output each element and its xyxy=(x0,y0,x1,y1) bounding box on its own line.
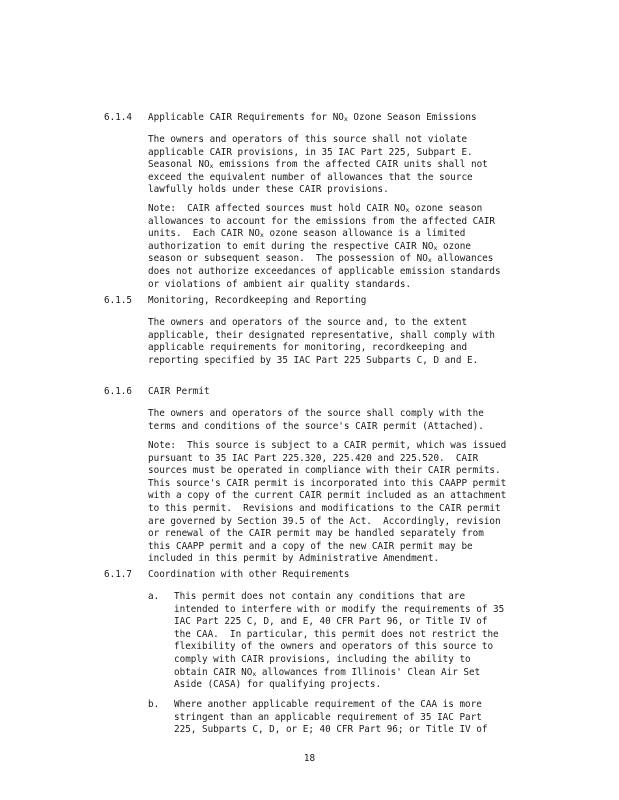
section-title: CAIR Permit xyxy=(148,386,210,397)
text-line: This source's CAIR permit is incorporated into this CAAPP permit xyxy=(148,477,507,489)
section-number: 6.1.4 xyxy=(104,112,132,123)
text-line: this CAAPP permit and a copy of the new CAIR permit may be xyxy=(148,540,473,552)
page-number: 18 xyxy=(303,753,316,764)
text-line: authorization to emit during the respective CAIR $NO_x$ ozone xyxy=(148,240,471,252)
list-item-label: a. xyxy=(148,591,160,602)
text-line: IAC Part 225 C, D, and E, 40 CFR Part 96, or Title IV of xyxy=(174,616,488,628)
list-item xyxy=(174,591,534,692)
text-line: 225, Subparts C, D, or E; 40 CFR Part 96; or Title IV of xyxy=(174,724,488,736)
text-line: applicable requirements for monitoring, recordkeeping and xyxy=(148,342,468,354)
text-line: to this permit. Revisions and modifications to the CAIR permit xyxy=(148,502,501,514)
section-title: Monitoring, Recordkeeping and Reporting xyxy=(148,295,367,306)
section-number: 6.1.5 xyxy=(104,295,132,306)
section-title: Applicable CAIR Requirements for $NO_x$ Ozone Season Emissions xyxy=(148,112,477,123)
text-line: The owners and operators of the source and, to the extent xyxy=(148,317,468,328)
text-line: comply with CAIR provisions, including the ability to xyxy=(174,653,471,665)
text-line: stringent than an applicable requirement of 35 IAC Part xyxy=(174,711,482,723)
text-line: units. Each CAIR $NO_x$ ozone season allowance is a limited xyxy=(148,228,466,240)
text-line: The owners and operators of this source shall not violate xyxy=(148,134,468,145)
text-line: included in this permit by Administrative Amendment. xyxy=(148,553,440,565)
text-line: Seasonal $NO_x$ emissions from the affected CAIR units shall not xyxy=(148,159,488,171)
text-line: terms and conditions of the source's CAIR permit (Attached). xyxy=(148,420,484,432)
text-line: Where another applicable requirement of the CAA is more xyxy=(174,699,482,710)
text-line: season or subsequent season. The possession of $NO_x$ allowances xyxy=(148,253,494,265)
text-line: with a copy of the current CAIR permit included as an attachment xyxy=(148,490,507,502)
text-line: Aside (CASA) for qualifying projects. xyxy=(174,679,382,691)
paragraph xyxy=(148,317,528,367)
text-line: or violations of ambient air quality standards. xyxy=(148,278,412,290)
list-item-label: b. xyxy=(148,699,160,710)
section-title: Coordination with other Requirements xyxy=(148,569,350,580)
text-line: This permit does not contain any conditions that are xyxy=(174,591,466,602)
text-line: sources must be operated in compliance with their CAIR permits. xyxy=(148,465,501,477)
text-line: does not authorize exceedances of applicable emission standards xyxy=(148,265,501,277)
text-line: are governed by Section 39.5 of the Act. Accordingly, revision xyxy=(148,515,501,527)
text-line: applicable, their designated representative, shall comply with xyxy=(148,329,496,341)
text-line: the CAA. In particular, this permit does not restrict the xyxy=(174,628,499,640)
paragraph xyxy=(148,408,528,433)
text-line: Note: This source is subject to a CAIR permit, which was issued xyxy=(148,440,507,451)
text-line: or renewal of the CAIR permit may be handled separately from xyxy=(148,528,484,540)
text-line: obtain CAIR $NO_x$ allowances from Illinois' Clean Air Set xyxy=(174,666,481,678)
text-line: exceed the equivalent number of allowances that the source xyxy=(148,171,473,183)
text-line: flexibility of the owners and operators of this source to xyxy=(174,641,494,653)
text-line: applicable CAIR provisions, in 35 IAC Part 225, Subpart E. xyxy=(148,146,473,158)
text-line: intended to interfere with or modify the requirements of 35 xyxy=(174,603,505,615)
text-line: Note: CAIR affected sources must hold CAIR $NO_x$ ozone season xyxy=(148,203,483,214)
text-line: pursuant to 35 IAC Part 225.320, 225.420 and 225.520. CAIR xyxy=(148,452,479,464)
list-item xyxy=(174,699,534,737)
text-line: reporting specified by 35 IAC Part 225 Subparts C, D and E. xyxy=(148,354,479,366)
paragraph xyxy=(148,134,528,197)
note-paragraph xyxy=(148,203,528,291)
text-line: The owners and operators of the source shall comply with the xyxy=(148,408,484,419)
text-line: allowances to account for the emissions from the affected CAIR xyxy=(148,215,496,227)
section-number: 6.1.7 xyxy=(104,569,132,580)
section-number: 6.1.6 xyxy=(104,386,132,397)
text-line: lawfully holds under these CAIR provisions. xyxy=(148,184,389,196)
note-paragraph xyxy=(148,440,528,566)
